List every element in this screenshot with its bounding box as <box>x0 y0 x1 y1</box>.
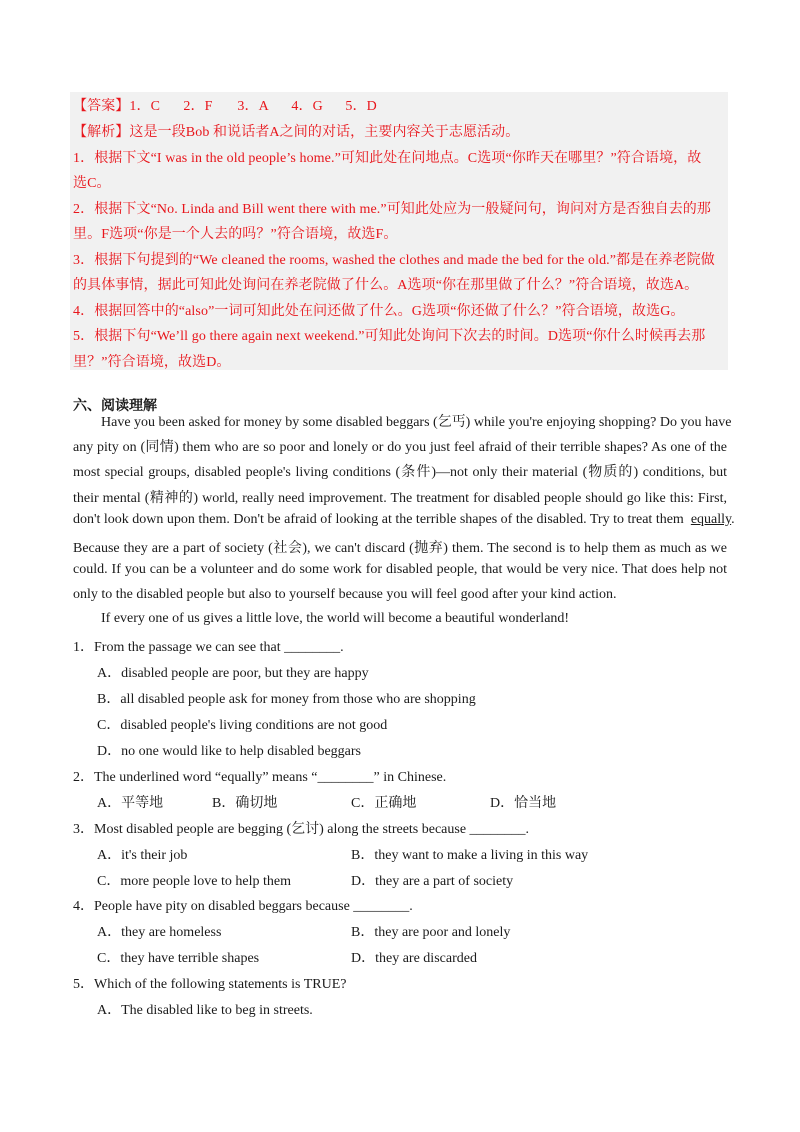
question-option[interactable]: C．disabled people's living conditions are not good <box>97 718 388 733</box>
passage-line: only to the disabled people but also to yourself because you will feel good after your kind action. <box>73 587 617 602</box>
analysis-line: 1．根据下文“I was in the old people’s home.”可知此处在问地点。C选项“你昨天在哪里？”符合语境，故 <box>73 151 702 166</box>
answer-item: 4．G <box>291 99 323 114</box>
question-option[interactable]: B．all disabled people ask for money from those who are shopping <box>97 692 476 707</box>
answer-item: 5．D <box>345 99 377 114</box>
analysis-line: 5．根据下句“We’ll go there again next weekend.”可知此处询问下次去的时间。D选项“你什么时候再去那 <box>73 329 706 344</box>
question-stem: 2．The underlined word “equally” means “________” in Chinese. <box>73 770 447 785</box>
question-option[interactable]: A．The disabled like to beg in streets. <box>97 1003 313 1018</box>
passage-line: any pity on (同情) them who are so poor and lonely or do you just feel afraid of their terrible shapes? As one of the <box>73 440 727 455</box>
question-option[interactable]: B．they are poor and lonely <box>351 925 511 940</box>
question-stem: 4．People have pity on disabled beggars because ________. <box>73 899 413 914</box>
analysis-line: 3．根据下句提到的“We cleaned the rooms, washed the clothes and made the bed for the old.”都是在养老院做 <box>73 253 715 268</box>
question-option[interactable]: D．they are discarded <box>351 951 477 966</box>
question-option[interactable]: C．正确地 <box>351 796 417 811</box>
question-stem: 5．Which of the following statements is TRUE? <box>73 977 347 992</box>
passage-line: If every one of us gives a little love, the world will become a beautiful wonderland! <box>101 611 570 626</box>
question-stem: 1．From the passage we can see that ________. <box>73 640 344 655</box>
question-stem: 3．Most disabled people are begging (乞讨) along the streets because ________. <box>73 822 530 837</box>
passage-text: don't look down upon them. Don't be afraid of looking at the terrible shapes of the disabled. Try to treat them <box>73 512 684 527</box>
passage-line: Because they are a part of society (社会), we can't discard (抛弃) them. The second is to help them as much as we <box>73 541 727 556</box>
question-option[interactable]: D．no one would like to help disabled beggars <box>97 744 362 759</box>
question-option[interactable]: B．they want to make a living in this way <box>351 848 589 863</box>
answer-key-line <box>73 95 377 115</box>
analysis-line: 2．根据下文“No. Linda and Bill went there with me.”可知此处应为一般疑问句，询问对方是否独自去的那 <box>73 202 711 217</box>
passage-line: most special groups, disabled people's living conditions (条件)—not only their material (物质的) conditions, but <box>73 465 727 480</box>
passage-line: their mental (精神的) world, really need improvement. The treatment for disabled people should go like this: First, <box>73 491 727 506</box>
analysis-line: 4．根据回答中的“also”一词可知此处在问还做了什么。G选项“你还做了什么？”符合语境，故选G。 <box>73 304 685 319</box>
analysis-line: 的具体事情，据此可知此处询问在养老院做了什么。A选项“你在那里做了什么？”符合语境，故选A。 <box>73 278 699 293</box>
analysis-intro: 【解析】这是一段Bob 和说话者A之间的对话，主要内容关于志愿活动。 <box>73 125 520 140</box>
passage-line: could. If you can be a volunteer and do some work for disabled people, that would be very nice. That does help not <box>73 562 727 577</box>
question-option[interactable]: D．they are a part of society <box>351 874 514 889</box>
question-option[interactable]: A．it's their job <box>97 848 188 863</box>
answer-item: 1．C <box>129 99 161 114</box>
passage-line: Have you been asked for money by some disabled beggars (乞丐) while you're enjoying shopping? Do you have <box>101 415 732 430</box>
passage-text: . <box>731 512 735 527</box>
underlined-word: equally <box>690 512 732 527</box>
analysis-line: 里。F选项“你是一个人去的吗？”符合语境，故选F。 <box>73 227 398 242</box>
question-option[interactable]: B．确切地 <box>212 796 278 811</box>
question-option[interactable]: A．disabled people are poor, but they are happy <box>97 666 369 681</box>
section-title: 六、阅读理解 <box>73 398 157 414</box>
question-option[interactable]: C．they have terrible shapes <box>97 951 260 966</box>
answer-item: 3．A <box>237 99 269 114</box>
passage-line <box>73 512 735 528</box>
question-option[interactable]: C．more people love to help them <box>97 874 292 889</box>
question-option[interactable]: A．平等地 <box>97 796 164 811</box>
question-option[interactable]: D．恰当地 <box>490 796 557 811</box>
analysis-line: 选C。 <box>73 176 111 191</box>
answer-item: 2．F <box>183 99 213 114</box>
question-option[interactable]: A．they are homeless <box>97 925 222 940</box>
analysis-line: 里？”符合语境，故选D。 <box>73 355 231 370</box>
answer-label: 【答案】 <box>73 99 130 114</box>
